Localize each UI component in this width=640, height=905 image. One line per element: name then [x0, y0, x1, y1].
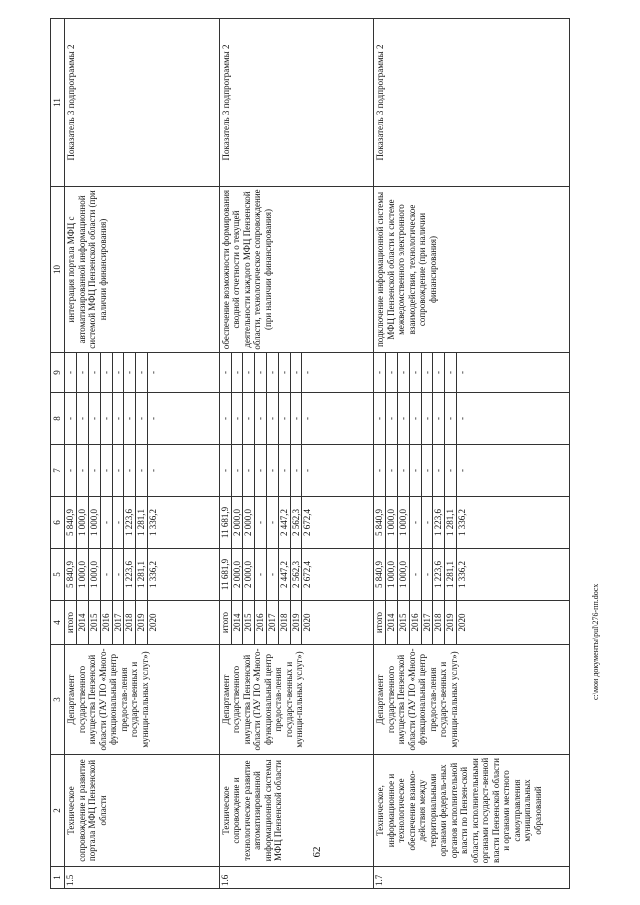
c6-value: - [410, 497, 422, 548]
c5-value: - [101, 549, 113, 600]
c8-value: - [101, 393, 113, 444]
col-header-9: 9 [51, 353, 65, 393]
c6-value: 2 000,0 [232, 497, 244, 548]
indicator: Показатель 3 подпрограммы 2 [219, 19, 373, 187]
cell-c6 [65, 497, 219, 549]
c5-value: - [113, 549, 125, 600]
c7-value: - [445, 445, 457, 496]
cell-c7 [65, 445, 219, 497]
c7-value: - [232, 445, 244, 496]
c5-value: 2 000,0 [232, 549, 244, 600]
c6-value: 1 000,0 [398, 497, 410, 548]
c6-value: 1 281,1 [136, 497, 148, 548]
c5-value: 5 840,9 [374, 549, 386, 600]
c8-value: - [422, 393, 434, 444]
c9-value: - [410, 353, 422, 392]
years-value: 2016 [410, 601, 422, 644]
c8-value: - [410, 393, 422, 444]
c8-value: - [445, 393, 457, 444]
c9-value: - [422, 353, 434, 392]
cell-c5 [219, 549, 373, 601]
c6-value: 1 336,2 [147, 509, 158, 536]
c9-value: - [136, 353, 148, 392]
c7-value: - [65, 445, 77, 496]
c7-value: - [410, 445, 422, 496]
c5-value: 1 281,1 [136, 549, 148, 600]
c8-value: - [113, 393, 125, 444]
c6-value: 1 000,0 [77, 497, 89, 548]
c7-value: - [433, 445, 445, 496]
c7-value: - [279, 445, 291, 496]
c7-value: - [255, 445, 267, 496]
cell-c8 [219, 393, 373, 445]
c7-value: - [147, 469, 158, 472]
col-header-10: 10 [51, 187, 65, 353]
c8-value: - [77, 393, 89, 444]
c8-value: - [456, 417, 467, 420]
years-value: 2017 [113, 601, 125, 644]
cell-c6 [219, 497, 373, 549]
c5-value: 2 562,3 [291, 549, 303, 600]
cell-c8 [65, 393, 219, 445]
years-value: 2018 [279, 601, 291, 644]
row-number: 1.5 [65, 867, 219, 889]
c9-value: - [147, 371, 158, 374]
years-value: 2015 [89, 601, 101, 644]
c9-value: - [232, 353, 244, 392]
cell-c9 [219, 353, 373, 393]
c7-value: - [101, 445, 113, 496]
activity-name: Техническое сопровождение и развитие портала МФЦ Пензенской области [65, 755, 219, 867]
c6-value: 5 840,9 [65, 497, 77, 548]
c8-value: - [232, 393, 244, 444]
c7-value: - [113, 445, 125, 496]
c7-value: - [77, 445, 89, 496]
c6-value: 1 281,1 [445, 497, 457, 548]
c6-value: 1 000,0 [89, 497, 101, 548]
c9-value: - [386, 353, 398, 392]
c8-value: - [374, 393, 386, 444]
c5-value: 1 000,0 [398, 549, 410, 600]
executor: Департамент государственного имущества Пензенской области (ГАУ ПО «Много-функциональный центр предостав-ления государст-венных и муници-пальных услуг») [374, 645, 570, 755]
c6-value: 2 562,3 [291, 497, 303, 548]
c5-value: 2 447,2 [279, 549, 291, 600]
years-value: 2015 [398, 601, 410, 644]
c8-value: - [386, 393, 398, 444]
expected-result: обеспечение возможности формирования сводной отчетности о текущей деятельности каждого МФЦ Пензенской области, технологическое сопровождение (при наличии финансирования) [219, 187, 373, 353]
c6-value: - [255, 497, 267, 548]
expected-result: интеграция портала МФЦ с автоматизированной информационной системой МФЦ Пензенской области (при наличии финансирования) [65, 187, 219, 353]
col-header-2: 2 [51, 755, 65, 867]
c7-value: - [267, 445, 279, 496]
c6-value: - [422, 497, 434, 548]
years-value: итого [220, 601, 232, 644]
indicator: Показатель 3 подпрограммы 2 [374, 19, 570, 187]
c8-value: - [267, 393, 279, 444]
years-value: 2015 [243, 601, 255, 644]
c9-value: - [220, 353, 232, 392]
c5-value: 2 672,4 [302, 561, 313, 588]
col-header-7: 7 [51, 445, 65, 497]
years-value: 2020 [302, 613, 313, 632]
header-row [51, 19, 65, 889]
cell-c6 [374, 497, 570, 549]
c6-value: 1 223,6 [124, 497, 136, 548]
cell-years [219, 601, 373, 645]
c7-value: - [243, 445, 255, 496]
c9-value: - [255, 353, 267, 392]
c5-value: 11 681,9 [220, 549, 232, 600]
years-value: 2014 [386, 601, 398, 644]
c5-value: 1 336,2 [147, 561, 158, 588]
c5-value: 1 000,0 [77, 549, 89, 600]
page-number: 62 [311, 846, 323, 858]
cell-c9 [374, 353, 570, 393]
c8-value: - [89, 393, 101, 444]
c8-value: - [220, 393, 232, 444]
c9-value: - [101, 353, 113, 392]
c9-value: - [65, 353, 77, 392]
years-value: 2019 [445, 601, 457, 644]
years-value: 2020 [456, 613, 467, 632]
c7-value: - [398, 445, 410, 496]
table-row [219, 19, 373, 889]
col-header-4: 4 [51, 601, 65, 645]
c8-value: - [398, 393, 410, 444]
c8-value: - [255, 393, 267, 444]
cell-years [65, 601, 219, 645]
c7-value: - [374, 445, 386, 496]
c5-value: 1 223,6 [124, 549, 136, 600]
c6-value: 11 681,9 [220, 497, 232, 548]
col-header-6: 6 [51, 497, 65, 549]
c7-value: - [89, 445, 101, 496]
years-value: 2016 [101, 601, 113, 644]
c8-value: - [147, 417, 158, 420]
cell-c5 [65, 549, 219, 601]
c5-value: 1 000,0 [386, 549, 398, 600]
c9-value: - [267, 353, 279, 392]
cell-c5 [374, 549, 570, 601]
c7-value: - [124, 445, 136, 496]
c9-value: - [291, 353, 303, 392]
c8-value: - [291, 393, 303, 444]
activity-name: Техническое сопровождение и технологическое развитие автоматизированной информационной системы МФЦ Пензенской области [219, 755, 373, 867]
c6-value: - [113, 497, 125, 548]
col-header-1: 1 [51, 867, 65, 889]
years-value: итого [374, 601, 386, 644]
c8-value: - [279, 393, 291, 444]
c9-value: - [243, 353, 255, 392]
years-value: 2014 [77, 601, 89, 644]
years-value: 2018 [124, 601, 136, 644]
years-value: 2017 [267, 601, 279, 644]
col-header-11: 11 [51, 19, 65, 187]
c8-value: - [65, 393, 77, 444]
c7-value: - [422, 445, 434, 496]
row-number: 1.7 [374, 867, 570, 889]
c5-value: 1 281,1 [445, 549, 457, 600]
c7-value: - [386, 445, 398, 496]
c6-value: 1 000,0 [386, 497, 398, 548]
c9-value: - [124, 353, 136, 392]
col-header-3: 3 [51, 645, 65, 755]
table-row [374, 19, 570, 889]
c7-value: - [136, 445, 148, 496]
c9-value: - [113, 353, 125, 392]
c5-value: 5 840,9 [65, 549, 77, 600]
executor: Департамент государственного имущества Пензенской области (ГАУ ПО «Много-функциональный центр предостав-ления государст-венных и муници-пальных услуг») [219, 645, 373, 755]
executor: Департамент государственного имущества Пензенской области (ГАУ ПО «Много-функциональный центр предостав-ления государст-венных и муници-пальных услуг») [65, 645, 219, 755]
cell-c7 [374, 445, 570, 497]
c5-value: - [410, 549, 422, 600]
c7-value: - [302, 469, 313, 472]
c7-value: - [291, 445, 303, 496]
activity-name: Техническое, информационное и технологическое обеспечение взаимо-действия между территориальными органами федераль-ных органов исполнительной власти по Пензен-ской области, исполнительными органами государст-венной власти Пензенской области и органами местного самоуправления муниципальных образований [374, 755, 570, 867]
years-value: 2020 [147, 613, 158, 632]
col-header-5: 5 [51, 549, 65, 601]
c7-value: - [220, 445, 232, 496]
c9-value: - [374, 353, 386, 392]
row-number: 1.6 [219, 867, 373, 889]
c8-value: - [124, 393, 136, 444]
c9-value: - [77, 353, 89, 392]
c8-value: - [302, 417, 313, 420]
expected-result: подключение информационной системы МФЦ Пензенской области к системе межведомственного электронного взаимодействия, технологическое сопровождение (при наличии финансирования) [374, 187, 570, 353]
c7-value: - [456, 469, 467, 472]
c9-value: - [456, 371, 467, 374]
c6-value: 1 336,2 [456, 509, 467, 536]
c5-value: 2 000,0 [243, 549, 255, 600]
years-value: 2019 [291, 601, 303, 644]
c5-value: - [267, 549, 279, 600]
c6-value: 2 447,2 [279, 497, 291, 548]
cell-years [374, 601, 570, 645]
footer-file-path: c:\мои документы\pul\276-пп.docx [591, 583, 600, 700]
c5-value: - [422, 549, 434, 600]
cell-c8 [374, 393, 570, 445]
col-header-8: 8 [51, 393, 65, 445]
c5-value: 1 336,2 [456, 561, 467, 588]
years-value: итого [65, 601, 77, 644]
table-row [65, 19, 219, 889]
years-value: 2017 [422, 601, 434, 644]
years-value: 2016 [255, 601, 267, 644]
program-activities-table [50, 18, 570, 889]
c5-value: - [255, 549, 267, 600]
c9-value: - [302, 371, 313, 374]
program-table-rotated [50, 19, 570, 889]
c6-value: 1 223,6 [433, 497, 445, 548]
c8-value: - [243, 393, 255, 444]
c6-value: - [267, 497, 279, 548]
c6-value: 2 000,0 [243, 497, 255, 548]
c9-value: - [433, 353, 445, 392]
c5-value: 1 223,6 [433, 549, 445, 600]
indicator: Показатель 3 подпрограммы 2 [65, 19, 219, 187]
c8-value: - [433, 393, 445, 444]
cell-c7 [219, 445, 373, 497]
cell-c9 [65, 353, 219, 393]
c6-value: - [101, 497, 113, 548]
c6-value: 2 672,4 [302, 509, 313, 536]
c5-value: 1 000,0 [89, 549, 101, 600]
c9-value: - [445, 353, 457, 392]
years-value: 2019 [136, 601, 148, 644]
c9-value: - [398, 353, 410, 392]
c6-value: 5 840,9 [374, 497, 386, 548]
c9-value: - [89, 353, 101, 392]
years-value: 2018 [433, 601, 445, 644]
years-value: 2014 [232, 601, 244, 644]
c8-value: - [136, 393, 148, 444]
c9-value: - [279, 353, 291, 392]
